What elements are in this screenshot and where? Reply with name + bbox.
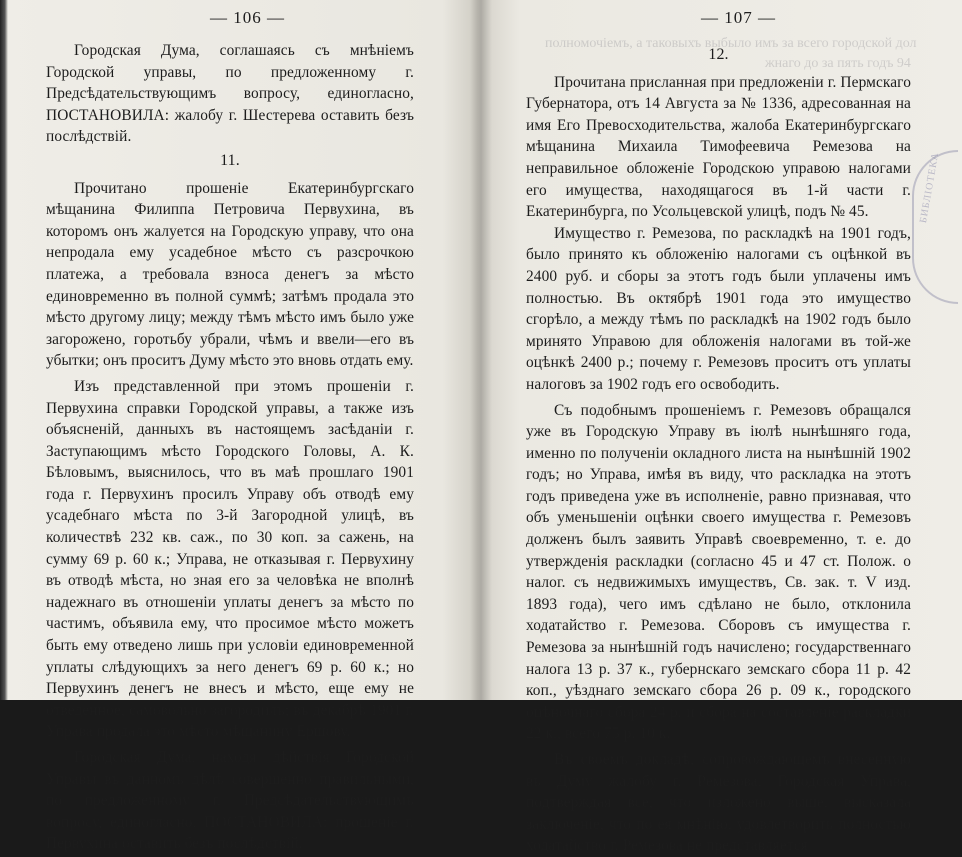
bleed-through-text: полномочiемъ, а таковыхъ выбыло имъ за всего городской дол жнаго до за пять годъ 94 [545,36,917,71]
page-number-left: — 106 — [210,8,285,27]
section-heading-11: 11. [220,151,240,169]
page-number-right: — 107 — [701,8,776,27]
paragraph: Городская Дума, находя дѣйствія Городской Управы въ данномъ дѣлѣ совершенно правильными, по предложенному г. Предсѣдательствующимъ вопросу, единогласно, ПОСТАНОВИЛА: прошеніе г. Первухина оставить безъ послѣдствій. [46,749,414,853]
paragraph: Городская Дума, соглашаясь съ мнѣніемъ Городской управы, по предложенному г. Предсѣдательствующимъ вопросу, единогласно, ПОСТАНОВИЛА: жалобу г. Шестерева оставить безъ послѣдствій. [46,42,414,146]
paragraph: Въ своемъ докладѣ, сопровождающемъ внесенную въ Думу жалобу г. Ремезова, Городская Управа, подтверждая все, что изложено выше, высказала заключеніе, что по ея мнѣнію, удовлетворить полностью ходатайство г. Ремезова не представляется [526,751,911,855]
paragraph: Изъ представленной при этомъ прошеніи г. Первухина справки Городской управы, а также изъ объясненій, данныхъ въ настоящемъ засѣданіи г. Заступающимъ мѣсто Городского Головы, А. К. Бѣловымъ, выяснилось, что въ маѣ прошлаго 1901 года г. Первухинъ просилъ Управу объ отводѣ ему усадебнаго мѣста по 3-й Загородной улицѣ, въ количествѣ 232 кв. саж., по 30 коп. за сажень, на сумму 69 р. 60 к.; Управа, не отказывая г. Первухину въ отводѣ мѣста, но зная его за человѣка не вполнѣ надежнаго въ отношеніи уплаты денегъ за мѣсто по частимъ, объявила ему, что просимое мѣсто можетъ быть ему отведено лишь при условіи единовременной уплаты слѣдующихъ за него денегъ 69 р. 60 к.; но Первухинъ денегъ не внесъ и мѣсто, еще ему не отведенное, самовольно загородилъ; въ декабрѣ 1901 г. Управа продала это мѣсто мѣщанину Ершову. [46,377,414,741]
library-stamp: БИБЛІОТЕКА [912,150,958,304]
section-heading-12: 12. [708,46,729,63]
right-page-text [526,42,911,857]
paragraph: Имущество г. Ремезова, по раскладкѣ на 1901 годъ, было принято къ обложенію налогами съ оцѣнкой въ 2400 руб. и сборы за этотъ годъ были уплачены имъ полностью. Въ октябрѣ 1901 года это имущество сгорѣло, а между тѣмъ по раскладкѣ на 1902 годъ было мринято Управою для обложенія налогами въ той-же оцѣнкѣ 2400 р.; почему г. Ремезовъ проситъ отъ уплаты налоговъ за 1902 годъ его освободить. [526,224,911,393]
left-page-text [46,40,414,855]
paragraph: Прочитано прошеніе Екатеринбургскаго мѣщанина Филиппа Петровича Первухина, въ которомъ онъ жалуется на Городскую управу, что она непродала ему усадебное мѣсто съ разсрочкою платежа, а требовала взноса денегъ за мѣсто единовременно въ полной суммѣ; затѣмъ продала это мѣсто другому лицу; между тѣмъ мѣсто имъ было уже загорожено, горотьбу убрали, чѣмъ и ввели—его въ убытки; онъ проситъ Думу мѣсто это вновь отдать ему. [46,179,414,370]
paragraph: Съ подобнымъ прошеніемъ г. Ремезовъ обращался уже въ Городскую Управу въ іюлѣ нынѣшняго года, именно по полученіи окладного листа на нынѣшній 1902 годъ; но Управа, имѣя въ виду, что раскладка на этотъ годъ приведена уже въ исполненіе, равно признавая, что объ уменьшеніи оцѣнки своего имущества г. Ремезовъ долженъ былъ заявить Управѣ своевременно, т. е. до утвержденія раскладки (согласно 45 и 47 ст. Полож. о налог. съ недвижимыхъ имуществъ, Св. зак. т. V изд. 1893 года), чего имъ сдѣлано не было, отклонила ходатайство г. Ремезова. Сборовъ съ имущества г. Ремезова за нынѣшній годъ начислено; государственнаго налога 13 р. 37 к., губернскаго земскаго сбора 11 р. 42 коп., уѣзднаго земскаго сбора 26 р. 09 к., городского оцѣночнаго сбора 24 р. и сбора на составленіе раскладки 22 к., всего 75 р. 10 к. [526,401,911,743]
paragraph: Прочитана присланная при предложеніи г. Пермскаго Губернатора, отъ 14 Августа за № 1336, адресованная на имя Его Превосходительства, жалоба Екатеринбургскаго мѣщанина Михаила Тимофеевича Ремезова на неправильное обложеніе Городскою управою налогами его имущества, находящагося въ 1-й части г. Екатеринбурга, по Усольцевской улицѣ, подъ № 45. [526,73,911,221]
